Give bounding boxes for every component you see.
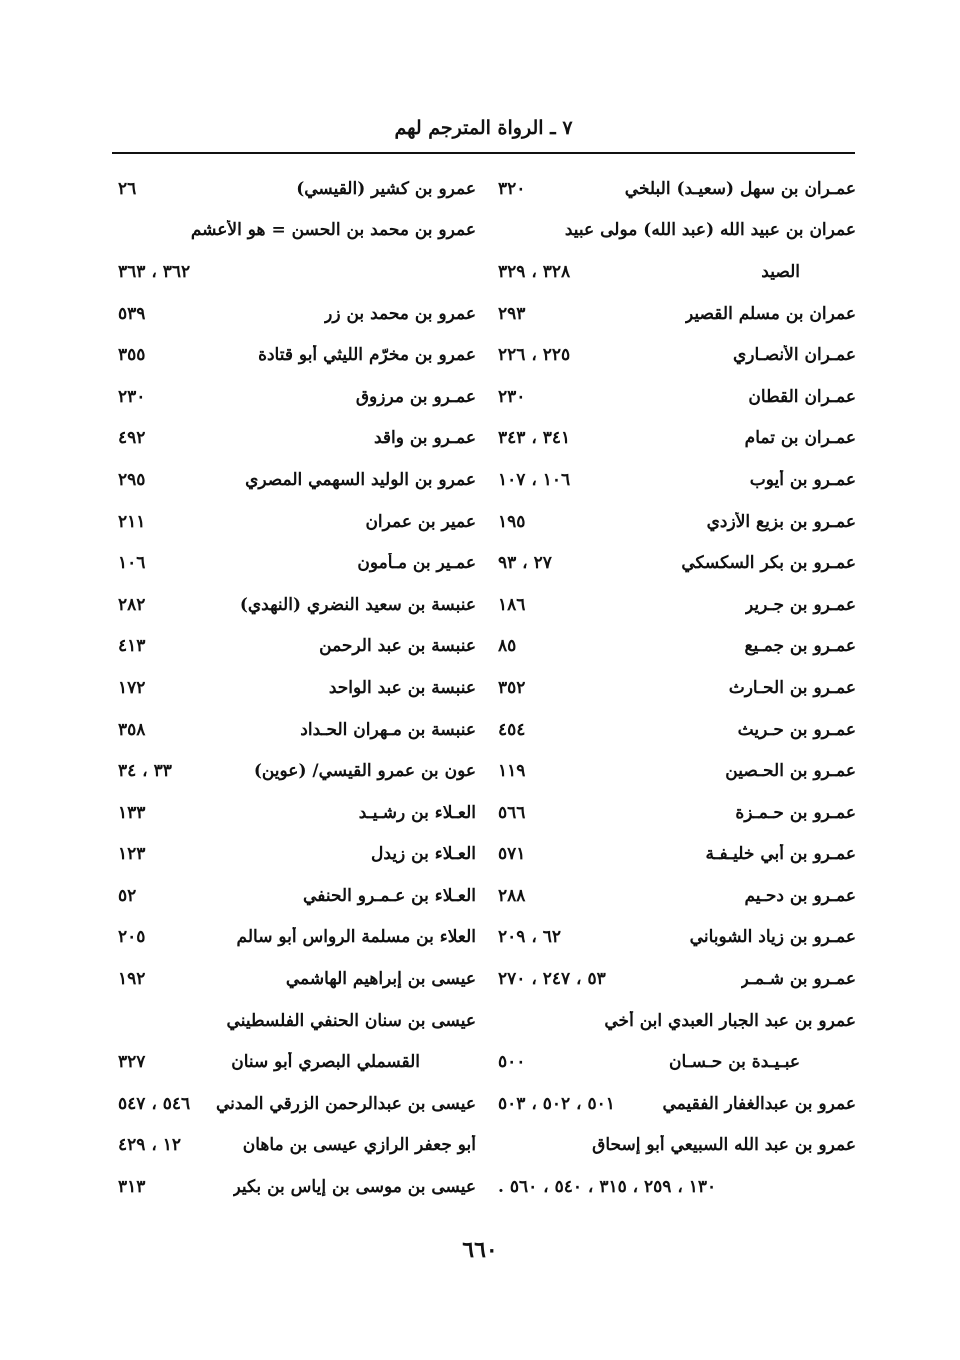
index-entry (116, 626, 476, 668)
index-column-left (116, 168, 476, 1208)
page-references: ١٨٦ (498, 594, 526, 615)
index-entry (496, 1125, 856, 1167)
page-references: ٥٦٦ (498, 802, 526, 823)
narrator-name: عمير بن عمران (365, 511, 476, 532)
index-entry (496, 1000, 856, 1042)
index-entry (116, 459, 476, 501)
index-entry (116, 750, 476, 792)
page-references: ٣٣ ، ٣٤ (118, 761, 172, 782)
narrator-name: عمرو بن محمد بن الحسن = هو الأعشم (190, 220, 476, 241)
index-entry (496, 834, 856, 876)
index-entry (116, 709, 476, 751)
index-entry (496, 875, 856, 917)
narrator-name: عمـران القطان (748, 386, 856, 407)
index-entry (496, 1083, 856, 1125)
page-references: ٢٠٥ (118, 927, 146, 948)
header-rule (112, 152, 855, 154)
index-entry (116, 1000, 476, 1042)
page-references: ٥٤٦ ، ٥٤٧ (118, 1093, 191, 1114)
page-header-title: ٧ ـ الرواة المترجم لهم (394, 117, 573, 139)
index-entry (116, 584, 476, 626)
index-entry (116, 334, 476, 376)
page-references: ٣٦٢ ، ٣٦٣ (118, 261, 191, 282)
narrator-name: عمـرو بن بكر السكسكي (681, 553, 856, 574)
narrator-name: عون بن عمرو القيسي/ (عوين) (253, 761, 476, 782)
index-entry (116, 667, 476, 709)
narrator-name: عمـرو بن زياد الشوباني (689, 927, 856, 948)
narrator-name: عمـرو بن جـرير (744, 594, 856, 615)
narrator-name: عنبسة بن عبد الواحد (328, 677, 476, 698)
page-references: ٣٥٥ (118, 345, 146, 366)
index-entry (496, 792, 856, 834)
narrator-name: عمرو بن كشير (القيسي) (296, 178, 476, 199)
index-entry (496, 1041, 856, 1083)
page-references: ٤١٣ (118, 636, 146, 657)
page-references: ١٢٣ (118, 844, 146, 865)
page-references: ٢٣٠ (498, 386, 526, 407)
index-entry (116, 210, 476, 252)
page-references: ٥٣ ، ٢٤٧ ، ٢٧٠ (498, 969, 606, 990)
narrator-name: عمـرو بن الحـصين (725, 761, 856, 782)
narrator-name: عمران بن مسلم القصير (685, 303, 856, 324)
index-entry (116, 792, 476, 834)
narrator-name: عمرو بن محمد بن زر (324, 303, 476, 324)
narrator-name: أبو جعفر الرازي عيسى بن ماهان (242, 1135, 476, 1156)
narrator-name: عمرو بن عبد الجبار العبدي ابن أخي (604, 1010, 856, 1031)
index-entry (496, 626, 856, 668)
page-references: ٦٢ ، ٢٠٩ (498, 927, 561, 948)
page-references: ١٣٠ ، ٢٥٩ ، ٣١٥ ، ٥٤٠ ، ٥٦٠ . (498, 1177, 717, 1198)
index-entry (496, 501, 856, 543)
index-entry (116, 1083, 476, 1125)
narrator-name: عمرو بن مخرّم الليثي أبو قتادة (258, 345, 476, 366)
page-references: ٢٧ ، ٩٣ (498, 553, 552, 574)
narrator-name: عمـران الأنصـاري (732, 345, 856, 366)
index-entry (496, 542, 856, 584)
index-entry (496, 168, 856, 210)
index-entry (496, 917, 856, 959)
page-references: ٢٨٨ (498, 885, 526, 906)
index-entry (116, 293, 476, 335)
page-references: ٥٣٩ (118, 303, 146, 324)
page-references: ٣٥٢ (498, 677, 526, 698)
narrator-name: العـلاء بن زيدل (371, 844, 476, 865)
index-entry (496, 709, 856, 751)
narrator-name: عيسى بن موسى بن إياس بن بكير (232, 1177, 476, 1198)
index-entry (496, 376, 856, 418)
page-references: ٢٣٠ (118, 386, 146, 407)
index-entry (496, 750, 856, 792)
index-entry (116, 1166, 476, 1208)
narrator-name: العـلاء بن رشـيـد (358, 802, 476, 823)
narrator-name: القسملي البصري أبو سنان (231, 1052, 420, 1073)
narrator-name: الصيد (761, 261, 800, 282)
page-references: ٥٠١ ، ٥٠٢ ، ٥٠٣ (498, 1093, 615, 1114)
narrator-name: عبـيـدة بن حـسـان (668, 1052, 800, 1073)
narrator-name: عمـرو بن بزيع الأزدي (706, 511, 856, 532)
page-number: ٦٦٠ (462, 1237, 498, 1263)
narrator-name: عنبسة بن سعيد النضري (النهدي) (239, 594, 476, 615)
index-entry (116, 1041, 476, 1083)
page-references: ١٠٦ (118, 553, 146, 574)
page-references: ٢٢٥ ، ٢٢٦ (498, 345, 571, 366)
page-references: ٢٩٥ (118, 469, 146, 490)
index-entry (496, 210, 856, 252)
index-entry (116, 875, 476, 917)
page-references: ١٣٣ (118, 802, 146, 823)
page-references: ١٩٥ (498, 511, 526, 532)
narrator-name: عيسى بن عبدالرحمن الزرقي المدني (215, 1093, 476, 1114)
index-entry (496, 418, 856, 460)
page-references: ١١٩ (498, 761, 526, 782)
index-entry (116, 251, 476, 293)
page-references: ٢١١ (118, 511, 146, 532)
page-references: ٣٢٠ (498, 178, 526, 199)
page-references: ٣٢٨ ، ٣٢٩ (498, 261, 571, 282)
narrator-name: عنبسة بن عبد الرحمن (319, 636, 476, 657)
page-references: ٥٢ (118, 885, 137, 906)
index-entry (116, 418, 476, 460)
page-references: ١٠٦ ، ١٠٧ (498, 469, 571, 490)
page-references: ٤٥٤ (498, 719, 526, 740)
page-references: ٥٠٠ (498, 1052, 526, 1073)
narrator-name: عمـرو بن أبي خليـفـة (705, 844, 856, 865)
narrator-name: عمـير بن مـأمون (357, 553, 476, 574)
narrator-name: عنبسة بن مـهران الحـداد (300, 719, 476, 740)
index-entry (116, 501, 476, 543)
index-entry (496, 1166, 856, 1208)
index-entry (116, 168, 476, 210)
index-entry (116, 1125, 476, 1167)
narrator-name: عمران بن عبيد الله (عبد الله) مولى عبيد (564, 220, 856, 241)
index-entry (116, 917, 476, 959)
page-references: ١٧٢ (118, 677, 146, 698)
index-column-right (496, 168, 856, 1208)
index-entry (116, 834, 476, 876)
index-entry (116, 958, 476, 1000)
index-entry (116, 376, 476, 418)
narrator-name: عيسى بن إبراهيم الهاشمي (285, 969, 476, 990)
narrator-name: عمرو بن الوليد السهمي المصري (245, 469, 476, 490)
narrator-name: عمـرو بن حـمـزة (735, 802, 856, 823)
index-entry (496, 293, 856, 335)
narrator-name: عمـران بن تمام (744, 428, 856, 449)
page-references: ١٢ ، ٤٢٩ (118, 1135, 181, 1156)
index-entry (496, 958, 856, 1000)
narrator-name: عمرو بن عبدالغفار الفقيمي (662, 1093, 856, 1114)
narrator-name: عمـرو بن واقد (373, 428, 476, 449)
page-references: ٣٢٧ (118, 1052, 146, 1073)
narrator-name: عمـرو بن دحـيم (744, 885, 856, 906)
page-references: ٢٦ (118, 178, 137, 199)
narrator-name: عمـرو بن حـريث (737, 719, 856, 740)
page-references: ٣٥٨ (118, 719, 146, 740)
index-entry (496, 459, 856, 501)
page-references: ٣١٣ (118, 1177, 146, 1198)
page-references: ٣٤١ ، ٣٤٣ (498, 428, 571, 449)
narrator-name: عمـران بن سهل (سعيـد) البلخي (624, 178, 856, 199)
index-entry (496, 251, 856, 293)
narrator-name: العـلاء بن عـمـرو الحنفي (303, 885, 476, 906)
narrator-name: عمرو بن عبد الله السبيعي أبو إسحاق (592, 1135, 856, 1156)
narrator-name: عمـرو بن مرزوق (355, 386, 476, 407)
index-entry (496, 667, 856, 709)
index-entry (496, 584, 856, 626)
narrator-name: العلاء بن مسلمة الرواس أبو سالم (236, 927, 476, 948)
page-references: ٨٥ (498, 636, 517, 657)
narrator-name: عيسى بن سنان الحنفي الفلسطيني (226, 1010, 476, 1031)
page-references: ٢٨٢ (118, 594, 146, 615)
page-references: ٥٧١ (498, 844, 526, 865)
index-entry (116, 542, 476, 584)
narrator-name: عمـرو بن أيوب (749, 469, 856, 490)
narrator-name: عمـرو بن الحـارث (728, 677, 856, 698)
narrator-name: عمـرو بن شـمـر (740, 969, 856, 990)
page-references: ٢٩٣ (498, 303, 526, 324)
page-references: ١٩٢ (118, 969, 146, 990)
narrator-name: عمـرو بن جمـيع (744, 636, 856, 657)
index-entry (496, 334, 856, 376)
page-references: ٤٩٢ (118, 428, 146, 449)
